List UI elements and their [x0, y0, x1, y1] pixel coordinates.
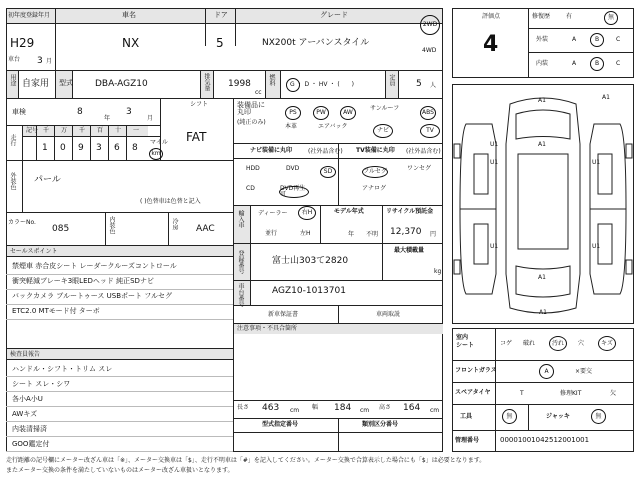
registration-value: 富士山303て2820	[272, 256, 349, 266]
recycle-amount: 12,370	[390, 227, 422, 237]
interior-color-label: 内装色	[108, 216, 115, 234]
repair-label: 修復歴	[532, 13, 551, 20]
equip-item: ABS	[420, 106, 436, 120]
sales-point-line: ETC2.0 MTモード付 ターボ	[12, 307, 100, 315]
nav-item: CD	[246, 185, 255, 192]
height-cm: cm	[430, 407, 440, 414]
chassis-code-label: 車台	[8, 56, 21, 63]
import-label: 輸入車	[237, 210, 244, 228]
interior-option: A	[572, 60, 577, 67]
equip-item: TV	[420, 124, 440, 138]
diagram-mark: U1	[490, 141, 499, 148]
displacement-label: 排気量	[203, 73, 210, 91]
model-year-unit: 年	[348, 231, 355, 238]
drive-4wd: 4WD	[422, 47, 437, 54]
digit-divider	[90, 125, 91, 160]
note-section-label: 注意事項・不具合箇所	[237, 325, 298, 332]
exterior-option: A	[572, 36, 577, 43]
sales-rule	[6, 304, 233, 305]
mileage-digit: 9	[78, 143, 84, 153]
drive-2wd: 2WD	[422, 21, 438, 28]
control-no-value: 00001001042512001001	[500, 436, 590, 444]
exterior-color-label: 外装色	[9, 172, 16, 190]
diagram-mark: A1	[538, 141, 546, 148]
diagram-mark: U1	[490, 243, 499, 250]
digit-divider	[126, 125, 127, 160]
nav-item: SD	[320, 166, 336, 178]
recycle-label: リサイクル預託金	[386, 208, 434, 215]
digit-head: 千	[79, 127, 86, 134]
inspector-rule	[6, 391, 233, 392]
inspection-year-unit: 年	[104, 115, 111, 122]
door-label: ドア	[214, 11, 228, 19]
sales-point-line: バックカメラ ブルートゥース USBポート フルセグ	[12, 292, 172, 300]
inspector-note-line: 各小A小U	[12, 395, 43, 403]
spare-tire-label: スペアタイヤ	[455, 389, 491, 396]
diagram-mark: A1	[538, 274, 546, 281]
drive-2wd-circle	[420, 15, 440, 35]
model-year-unknown: 不明	[366, 231, 379, 238]
diagram-mark: A1	[538, 97, 546, 104]
exterior-option: C	[616, 36, 621, 43]
right-hand-circle	[298, 206, 316, 220]
equip-item: エアバック	[318, 123, 348, 130]
digit-divider	[54, 125, 55, 160]
score-label: 評価点	[482, 13, 501, 20]
mileage-label: 走行	[9, 134, 16, 146]
usage-label: 用途	[9, 74, 16, 86]
recycle-yen: 円	[430, 231, 437, 238]
width-value: 184	[334, 403, 352, 413]
tv-item: フルセグ	[362, 166, 388, 178]
inspector-report-label: 検査員報告	[10, 351, 41, 358]
model-label: 型式	[59, 79, 73, 87]
cc-unit: cc	[255, 89, 262, 96]
tv-item: ワンセグ	[407, 165, 432, 172]
spare-item: T	[520, 390, 524, 397]
car-diagram	[452, 84, 634, 324]
capacity-value: 5	[416, 79, 422, 89]
digit-head: 万	[61, 127, 68, 134]
diagram-mark: A1	[602, 94, 610, 101]
equip-item: 本革	[285, 123, 298, 130]
shift-value: FAT	[186, 130, 207, 144]
car-name: NX	[122, 36, 140, 50]
diagram-mark: U1	[592, 243, 601, 250]
footer-line-1: 走行距離の記号欄にメーター改ざん車は「※」、メーター交換車は「$」、走行不明車は「#」を記入してください。メーター交換で合算表示した場合にも「$」は必要となります。	[6, 457, 486, 464]
grade-label: グレード	[320, 11, 348, 19]
tv-title: TV装備に丸印	[356, 147, 395, 154]
equipment-label	[237, 102, 265, 116]
shift-label: シフト	[190, 101, 209, 108]
inspector-rule	[6, 376, 233, 377]
mileage-digit: 8	[132, 143, 138, 153]
fuel-label: 燃料	[268, 74, 275, 86]
kg-label: kg	[434, 268, 442, 275]
jack-label: ジャッキ	[546, 413, 570, 420]
inspection-month: 3	[126, 107, 132, 117]
door-count: 5	[216, 36, 224, 50]
month-unit: 月	[46, 58, 53, 65]
dealer-label: ディーラー	[258, 210, 288, 217]
usage-private: 自家用	[22, 79, 50, 89]
sales-rule	[6, 274, 233, 275]
capacity-label: 定員	[388, 74, 395, 86]
exterior-option: B	[590, 33, 604, 47]
interior-option: B	[590, 57, 604, 71]
nav-title: ナビ装備に丸印	[250, 147, 293, 154]
length-cm: cm	[290, 407, 300, 414]
inspector-rule	[6, 451, 233, 452]
inspector-note-line: ハンドル・シフト・トリム スレ	[12, 365, 113, 373]
seat-label: 室内 シート	[456, 334, 475, 350]
km-label: km	[151, 150, 161, 157]
tools-label: 工具	[460, 413, 473, 420]
handle-left: 左H	[300, 230, 311, 237]
glass-item: ×要交	[575, 368, 593, 375]
displacement-value: 1998	[228, 79, 251, 89]
inspector-note-line: AWキズ	[12, 410, 38, 418]
model-year-label: モデル年式	[334, 208, 364, 215]
parallel-label: 並行	[265, 230, 278, 237]
seat-item: 穴	[578, 340, 585, 347]
nav-item: DVD再生可	[279, 186, 309, 198]
sales-rule	[6, 289, 233, 290]
km-circle	[149, 148, 163, 160]
inspector-note-line: GOO鑑定付	[12, 440, 50, 448]
mileage-digit: 3	[96, 143, 102, 153]
color-code-value: 085	[52, 224, 70, 234]
tv-item: アナログ	[362, 185, 387, 192]
equip-item: PS	[285, 106, 301, 120]
mile-label: マイル	[150, 139, 168, 146]
mileage-digit: 6	[114, 143, 120, 153]
color-note: ( )色替車は色替と記入	[140, 198, 201, 205]
manual-label: 車両取説	[376, 311, 401, 318]
digit-head: 百	[97, 127, 104, 134]
diagram-mark: U1	[490, 159, 499, 166]
height-value: 164	[403, 403, 421, 413]
aircon-value: AAC	[196, 224, 215, 234]
interior-grade-label: 内装	[536, 60, 549, 67]
grade-value: NX200t アーバンスタイル	[262, 38, 370, 48]
reg-no-label: 登録番号	[237, 250, 244, 274]
jack-item: 無	[591, 409, 606, 424]
length-label: 長さ	[237, 404, 250, 411]
inspector-note-line: 内装清掃済	[12, 425, 47, 433]
spare-item: 欠	[610, 390, 617, 397]
diagram-mark: U1	[592, 159, 601, 166]
inspection-label: 車検	[12, 108, 26, 116]
chassis-no-value: AGZ10-1013701	[272, 286, 346, 296]
chassis-no-label: 車台番号	[237, 283, 244, 307]
fuel-options: G ・ D ・ HV ・ ( )	[290, 81, 355, 88]
interior-option: C	[616, 60, 621, 67]
equipment-label-text: 装備品に 丸印	[237, 101, 265, 116]
inspection-year: 8	[77, 107, 83, 117]
tv-note: (社外品含む)	[406, 148, 441, 155]
equip-item: AW	[340, 106, 356, 120]
seat-item: コゲ	[500, 340, 513, 347]
handle-right: 右H	[301, 209, 313, 216]
length-value: 463	[262, 403, 280, 413]
equip-item: ナビ	[373, 124, 393, 138]
spare-item: 修理KIT	[560, 390, 582, 397]
seat-item: 破れ	[523, 340, 536, 347]
digit-divider	[108, 125, 109, 160]
reg-month: 3	[37, 56, 43, 66]
inspector-note-line: シート スレ・シワ	[12, 380, 71, 388]
car-name-label: 車名	[122, 11, 136, 19]
model-value: DBA-AGZ10	[95, 79, 148, 89]
front-glass-label: フロントガラス	[455, 367, 497, 374]
exterior-color-value: パール	[34, 175, 61, 185]
sales-point-line: 禁煙車 赤合皮シート レーダークルーズコントロール	[12, 262, 177, 270]
digit-divider	[36, 125, 37, 160]
repair-option: 有	[566, 13, 573, 20]
mileage-digit: 0	[60, 143, 66, 153]
control-no-label: 管理番号	[455, 437, 480, 444]
equip-item: サンルーフ	[370, 105, 400, 112]
width-cm: cm	[360, 407, 370, 414]
repair-option: 無	[604, 11, 618, 25]
tools-item: 無	[502, 409, 517, 424]
inspector-rule	[6, 421, 233, 422]
color-code-label: カラーNo.	[8, 219, 36, 226]
digit-divider	[72, 125, 73, 160]
mileage-digit: 1	[42, 143, 48, 153]
inspector-rule	[6, 436, 233, 437]
digit-head: 十	[115, 127, 122, 134]
score-value: 4	[483, 32, 499, 57]
exterior-grade-label: 外装	[536, 36, 549, 43]
max-load-label: 最大積載量	[394, 247, 425, 254]
sales-point-line: 衝突軽減ブレーキ3眼LEDヘッド 純正SDナビ	[12, 277, 154, 285]
inspection-month-unit: 月	[147, 115, 154, 122]
digit-head: 一	[133, 127, 140, 134]
person-unit: 人	[430, 82, 437, 89]
inspector-rule	[6, 406, 233, 407]
equipment-note: (純正のみ)	[237, 119, 266, 126]
digit-head: 千	[43, 127, 50, 134]
type-designation-label: 型式指定番号	[262, 421, 299, 428]
sales-point-label: セールスポイント	[10, 248, 58, 255]
width-label: 幅	[312, 404, 319, 411]
seat-item: 汚れ	[549, 336, 567, 351]
sales-rule	[6, 319, 233, 320]
mileage-digits-head: 記号	[26, 127, 39, 134]
nav-note: (社外品含む)	[308, 148, 343, 155]
footer-line-2: またメーター交換の条件を満たしていないものはメーター改ざん車扱いとなります。	[6, 467, 234, 474]
first-reg-label: 初年度登録年月	[8, 12, 51, 19]
nav-item: DVD	[286, 165, 300, 172]
glass-item: A	[539, 364, 554, 379]
seat-item: キズ	[598, 336, 616, 351]
height-label: 高さ	[379, 404, 392, 411]
equip-item: PW	[313, 106, 329, 120]
warranty-label: 新車保証書	[268, 311, 299, 318]
reg-era: H29	[10, 36, 35, 50]
category-no-label: 類別区分番号	[362, 421, 399, 428]
nav-item: HDD	[246, 165, 260, 172]
diagram-mark: A1	[539, 309, 547, 316]
aircon-label: 冷房	[171, 218, 178, 230]
